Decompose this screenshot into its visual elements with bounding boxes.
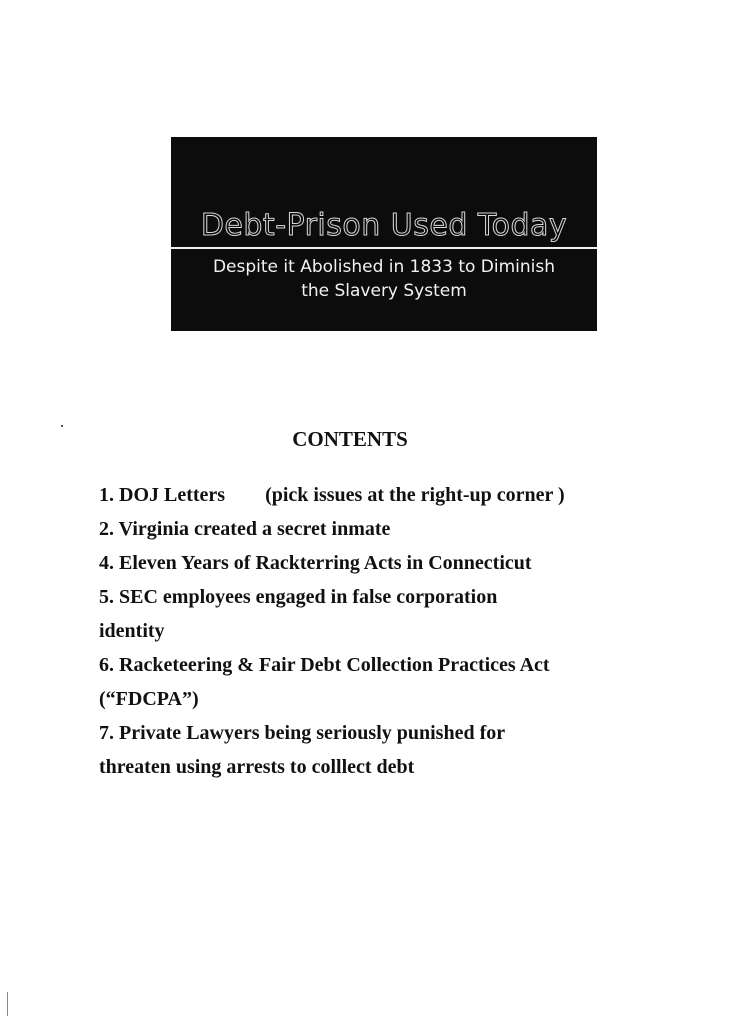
list-item bbox=[99, 546, 719, 580]
list-item bbox=[99, 648, 719, 682]
list-item bbox=[99, 580, 719, 614]
banner-subtitle-line-1: Despite it Abolished in 1833 to Diminish bbox=[212, 257, 556, 277]
list-item-note: (pick issues at the right-up corner ) bbox=[265, 484, 565, 506]
list-item-text: threaten using arrests to colllect debt bbox=[99, 756, 415, 778]
list-item-text: 2. Virginia created a secret inmate bbox=[99, 518, 391, 540]
list-item-text: 6. Racketeering & Fair Debt Collection Practices Act bbox=[99, 654, 550, 676]
banner-subtitle bbox=[171, 255, 597, 303]
banner-subtitle-line-2: the Slavery System bbox=[301, 281, 467, 301]
list-item bbox=[99, 716, 719, 750]
contents-list bbox=[99, 478, 719, 784]
list-item bbox=[99, 682, 719, 716]
banner-divider bbox=[171, 247, 597, 249]
list-item bbox=[99, 614, 719, 648]
list-item-text: (“FDCPA”) bbox=[99, 688, 199, 710]
banner-title: Debt-Prison Used Today bbox=[200, 208, 568, 243]
title-banner bbox=[171, 137, 597, 331]
list-item-text: 7. Private Lawyers being seriously punished for bbox=[99, 722, 506, 744]
contents-heading: CONTENTS bbox=[292, 427, 408, 451]
list-item bbox=[99, 512, 719, 546]
list-item-text: 5. SEC employees engaged in false corporation bbox=[99, 586, 498, 608]
scan-edge-line bbox=[7, 992, 8, 1016]
list-item bbox=[99, 750, 719, 784]
list-item-text: 4. Eleven Years of Rackterring Acts in Connecticut bbox=[99, 552, 532, 574]
list-item bbox=[99, 478, 719, 512]
list-item-text: identity bbox=[99, 620, 165, 642]
list-item-text: 1. DOJ Letters bbox=[99, 484, 226, 506]
